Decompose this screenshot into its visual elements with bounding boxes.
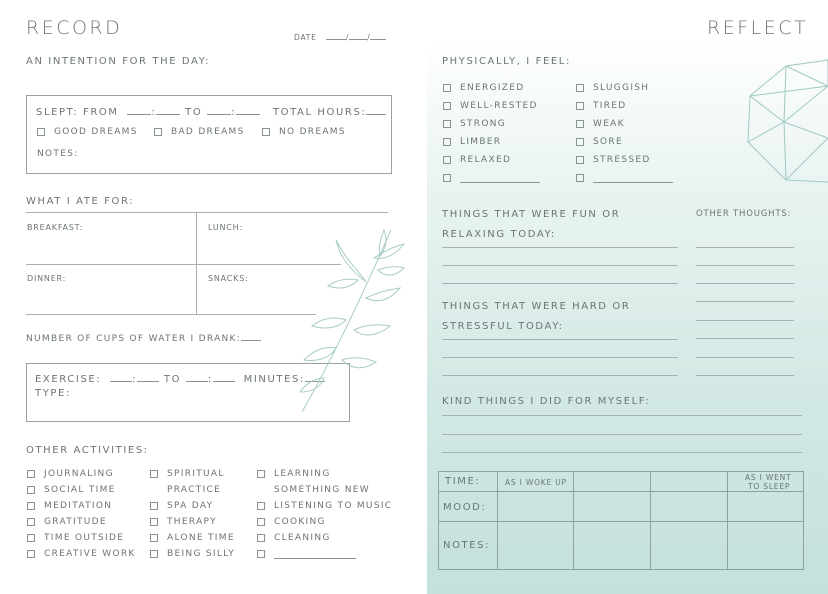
- checkbox[interactable]: [27, 486, 35, 494]
- physically-feel-label: PHYSICALLY, I FEEL:: [442, 56, 571, 67]
- feel-custom-1[interactable]: [443, 173, 540, 183]
- activity-label: LEARNING: [274, 469, 331, 479]
- activity-listening-to-music[interactable]: [257, 501, 392, 511]
- checkbox[interactable]: [576, 102, 584, 110]
- activity-alone-time[interactable]: [150, 533, 235, 543]
- dream-option-good[interactable]: [37, 127, 138, 137]
- checkbox[interactable]: [27, 470, 35, 478]
- feel-limber[interactable]: [443, 137, 501, 147]
- grid-sleep-label-line1: AS I WENT: [745, 473, 792, 482]
- checkbox[interactable]: [443, 102, 451, 110]
- intention-label: AN INTENTION FOR THE DAY:: [26, 56, 211, 67]
- checkbox[interactable]: [262, 128, 270, 136]
- activity-label-continued: SOMETHING NEW: [274, 485, 370, 495]
- feel-label: WEAK: [593, 119, 625, 129]
- checkbox[interactable]: [576, 138, 584, 146]
- dream-option-label: BAD DREAMS: [171, 127, 245, 137]
- feel-sore[interactable]: [576, 137, 623, 147]
- grid-cell-mood-3[interactable]: [651, 492, 727, 521]
- reflect-title: REFLECT: [707, 17, 809, 39]
- activity-label: BEING SILLY: [167, 549, 236, 559]
- checkbox[interactable]: [257, 470, 265, 478]
- checkbox[interactable]: [443, 138, 451, 146]
- checkbox[interactable]: [150, 518, 158, 526]
- grid-cell-notes-3[interactable]: [651, 522, 727, 569]
- checkbox[interactable]: [27, 518, 35, 526]
- grid-cell-mood-1[interactable]: [498, 492, 573, 521]
- fun-label-line1: THINGS THAT WERE FUN OR: [442, 209, 621, 220]
- dinner-label: DINNER:: [27, 274, 67, 283]
- checkbox[interactable]: [257, 502, 265, 510]
- checkbox[interactable]: [150, 534, 158, 542]
- breakfast-label: BREAKFAST:: [27, 223, 83, 232]
- activity-label-continued: PRACTICE: [167, 485, 222, 495]
- grid-time-label: TIME:: [445, 476, 481, 487]
- feel-custom-2[interactable]: [576, 173, 673, 183]
- activity-social-time[interactable]: [27, 485, 116, 495]
- exercise-type-label: TYPE:: [35, 388, 71, 399]
- geometric-crystal-illustration: [746, 56, 828, 184]
- activity-spiritual-practice[interactable]: [150, 469, 225, 479]
- activity-meditation[interactable]: [27, 501, 112, 511]
- activity-journaling[interactable]: [27, 469, 114, 479]
- checkbox[interactable]: [443, 84, 451, 92]
- activity-cooking[interactable]: [257, 517, 326, 527]
- feel-label: STRONG: [460, 119, 507, 129]
- total-hours-label: TOTAL HOURS:: [272, 107, 367, 118]
- activity-label: SPA DAY: [167, 501, 214, 511]
- feel-weak[interactable]: [576, 119, 625, 129]
- feel-relaxed[interactable]: [443, 155, 511, 165]
- feel-strong[interactable]: [443, 119, 506, 129]
- activities-heading: OTHER ACTIVITIES:: [26, 445, 149, 456]
- activity-spa-day[interactable]: [150, 501, 213, 511]
- feel-energized[interactable]: [443, 83, 524, 93]
- activity-label: TIME OUTSIDE: [44, 533, 125, 543]
- activity-label: LISTENING TO MUSIC: [274, 501, 393, 511]
- feel-label: SORE: [593, 137, 623, 147]
- activity-label: JOURNALING: [44, 469, 114, 479]
- activity-label: CLEANING: [274, 533, 331, 543]
- feel-sluggish[interactable]: [576, 83, 649, 93]
- checkbox[interactable]: [150, 550, 158, 558]
- grid-cell-notes-2[interactable]: [574, 522, 650, 569]
- checkbox[interactable]: [576, 174, 584, 182]
- checkbox[interactable]: [443, 174, 451, 182]
- record-title: RECORD: [26, 17, 123, 39]
- activity-therapy[interactable]: [150, 517, 217, 527]
- checkbox[interactable]: [576, 84, 584, 92]
- exercise-row[interactable]: EXERCISE: : TO : MINUTES:: [35, 372, 325, 385]
- checkbox[interactable]: [27, 502, 35, 510]
- feel-label: ENERGIZED: [460, 83, 525, 93]
- sleep-notes-label: NOTES:: [37, 149, 79, 159]
- activity-label: SPIRITUAL: [167, 469, 225, 479]
- feel-label: TIRED: [593, 101, 627, 111]
- grid-cell-notes-4[interactable]: [728, 522, 803, 569]
- checkbox[interactable]: [37, 128, 45, 136]
- checkbox[interactable]: [576, 120, 584, 128]
- feel-label: LIMBER: [460, 137, 502, 147]
- feel-label: RELAXED: [460, 155, 512, 165]
- dream-option-label: NO DREAMS: [279, 127, 346, 137]
- lunch-label: LUNCH:: [208, 223, 243, 232]
- checkbox[interactable]: [257, 534, 265, 542]
- kind-things-label: KIND THINGS I DID FOR MYSELF:: [442, 396, 651, 407]
- other-thoughts-label: OTHER THOUGHTS:: [696, 209, 792, 219]
- checkbox[interactable]: [443, 120, 451, 128]
- activity-gratitude[interactable]: [27, 517, 107, 527]
- activity-label: SOCIAL TIME: [44, 485, 116, 495]
- activity-cleaning[interactable]: [257, 533, 331, 543]
- leaf-branch-illustration: [296, 220, 406, 415]
- activity-time-outside[interactable]: [27, 533, 124, 543]
- sleep-to-label: TO: [185, 107, 203, 118]
- grid-cell-mood-4[interactable]: [728, 492, 803, 521]
- checkbox[interactable]: [150, 502, 158, 510]
- activity-label: THERAPY: [167, 517, 217, 527]
- fun-label-line2: RELAXING TODAY:: [442, 229, 556, 240]
- checkbox[interactable]: [257, 550, 265, 558]
- checkbox[interactable]: [576, 156, 584, 164]
- activity-label: ALONE TIME: [167, 533, 235, 543]
- date-label: DATE: [294, 33, 317, 42]
- feel-label: SLUGGISH: [593, 83, 650, 93]
- hard-label-line1: THINGS THAT WERE HARD OR: [442, 301, 631, 312]
- feel-well-rested[interactable]: [443, 101, 538, 111]
- activity-label: GRATITUDE: [44, 517, 107, 527]
- activity-being-silly[interactable]: [150, 549, 235, 559]
- activity-creative-work[interactable]: [27, 549, 136, 559]
- minutes-label: MINUTES:: [243, 374, 305, 385]
- food-heading: WHAT I ATE FOR:: [26, 196, 135, 207]
- water-label: NUMBER OF CUPS OF WATER I DRANK:: [26, 334, 242, 344]
- feel-label: STRESSED: [593, 155, 651, 165]
- feel-tired[interactable]: [576, 101, 627, 111]
- dream-option-bad[interactable]: [154, 127, 245, 137]
- dream-option-label: GOOD DREAMS: [54, 127, 138, 137]
- water-row[interactable]: [26, 331, 261, 344]
- grid-cell-notes-1[interactable]: [498, 522, 573, 569]
- activity-label: CREATIVE WORK: [44, 549, 136, 559]
- checkbox[interactable]: [27, 534, 35, 542]
- checkbox[interactable]: [154, 128, 162, 136]
- hard-label-line2: STRESSFUL TODAY:: [442, 321, 564, 332]
- sleep-from-row[interactable]: SLEPT: FROM : TO : TOTAL HOURS:: [36, 105, 386, 118]
- snacks-label: SNACKS:: [208, 274, 249, 283]
- exercise-to-label: TO: [163, 374, 182, 385]
- checkbox[interactable]: [443, 156, 451, 164]
- grid-woke-label: AS I WOKE UP: [505, 478, 567, 487]
- grid-mood-label: MOOD:: [443, 502, 487, 513]
- activity-label: COOKING: [274, 517, 326, 527]
- activity-label: MEDITATION: [44, 501, 113, 511]
- checkbox[interactable]: [150, 470, 158, 478]
- feel-stressed[interactable]: [576, 155, 651, 165]
- activity-learning[interactable]: [257, 469, 331, 479]
- checkbox[interactable]: [27, 550, 35, 558]
- checkbox[interactable]: [257, 518, 265, 526]
- date-field[interactable]: DATE / /: [294, 25, 386, 44]
- dream-option-none[interactable]: [262, 127, 346, 137]
- grid-sleep-label-line2: TO SLEEP: [748, 482, 791, 491]
- slept-from-label: SLEPT: FROM: [36, 107, 119, 118]
- exercise-label: EXERCISE:: [35, 374, 102, 385]
- grid-notes-label: NOTES:: [443, 540, 491, 551]
- feel-label: WELL-RESTED: [460, 101, 538, 111]
- grid-cell-mood-2[interactable]: [574, 492, 650, 521]
- activity-custom[interactable]: [257, 549, 356, 559]
